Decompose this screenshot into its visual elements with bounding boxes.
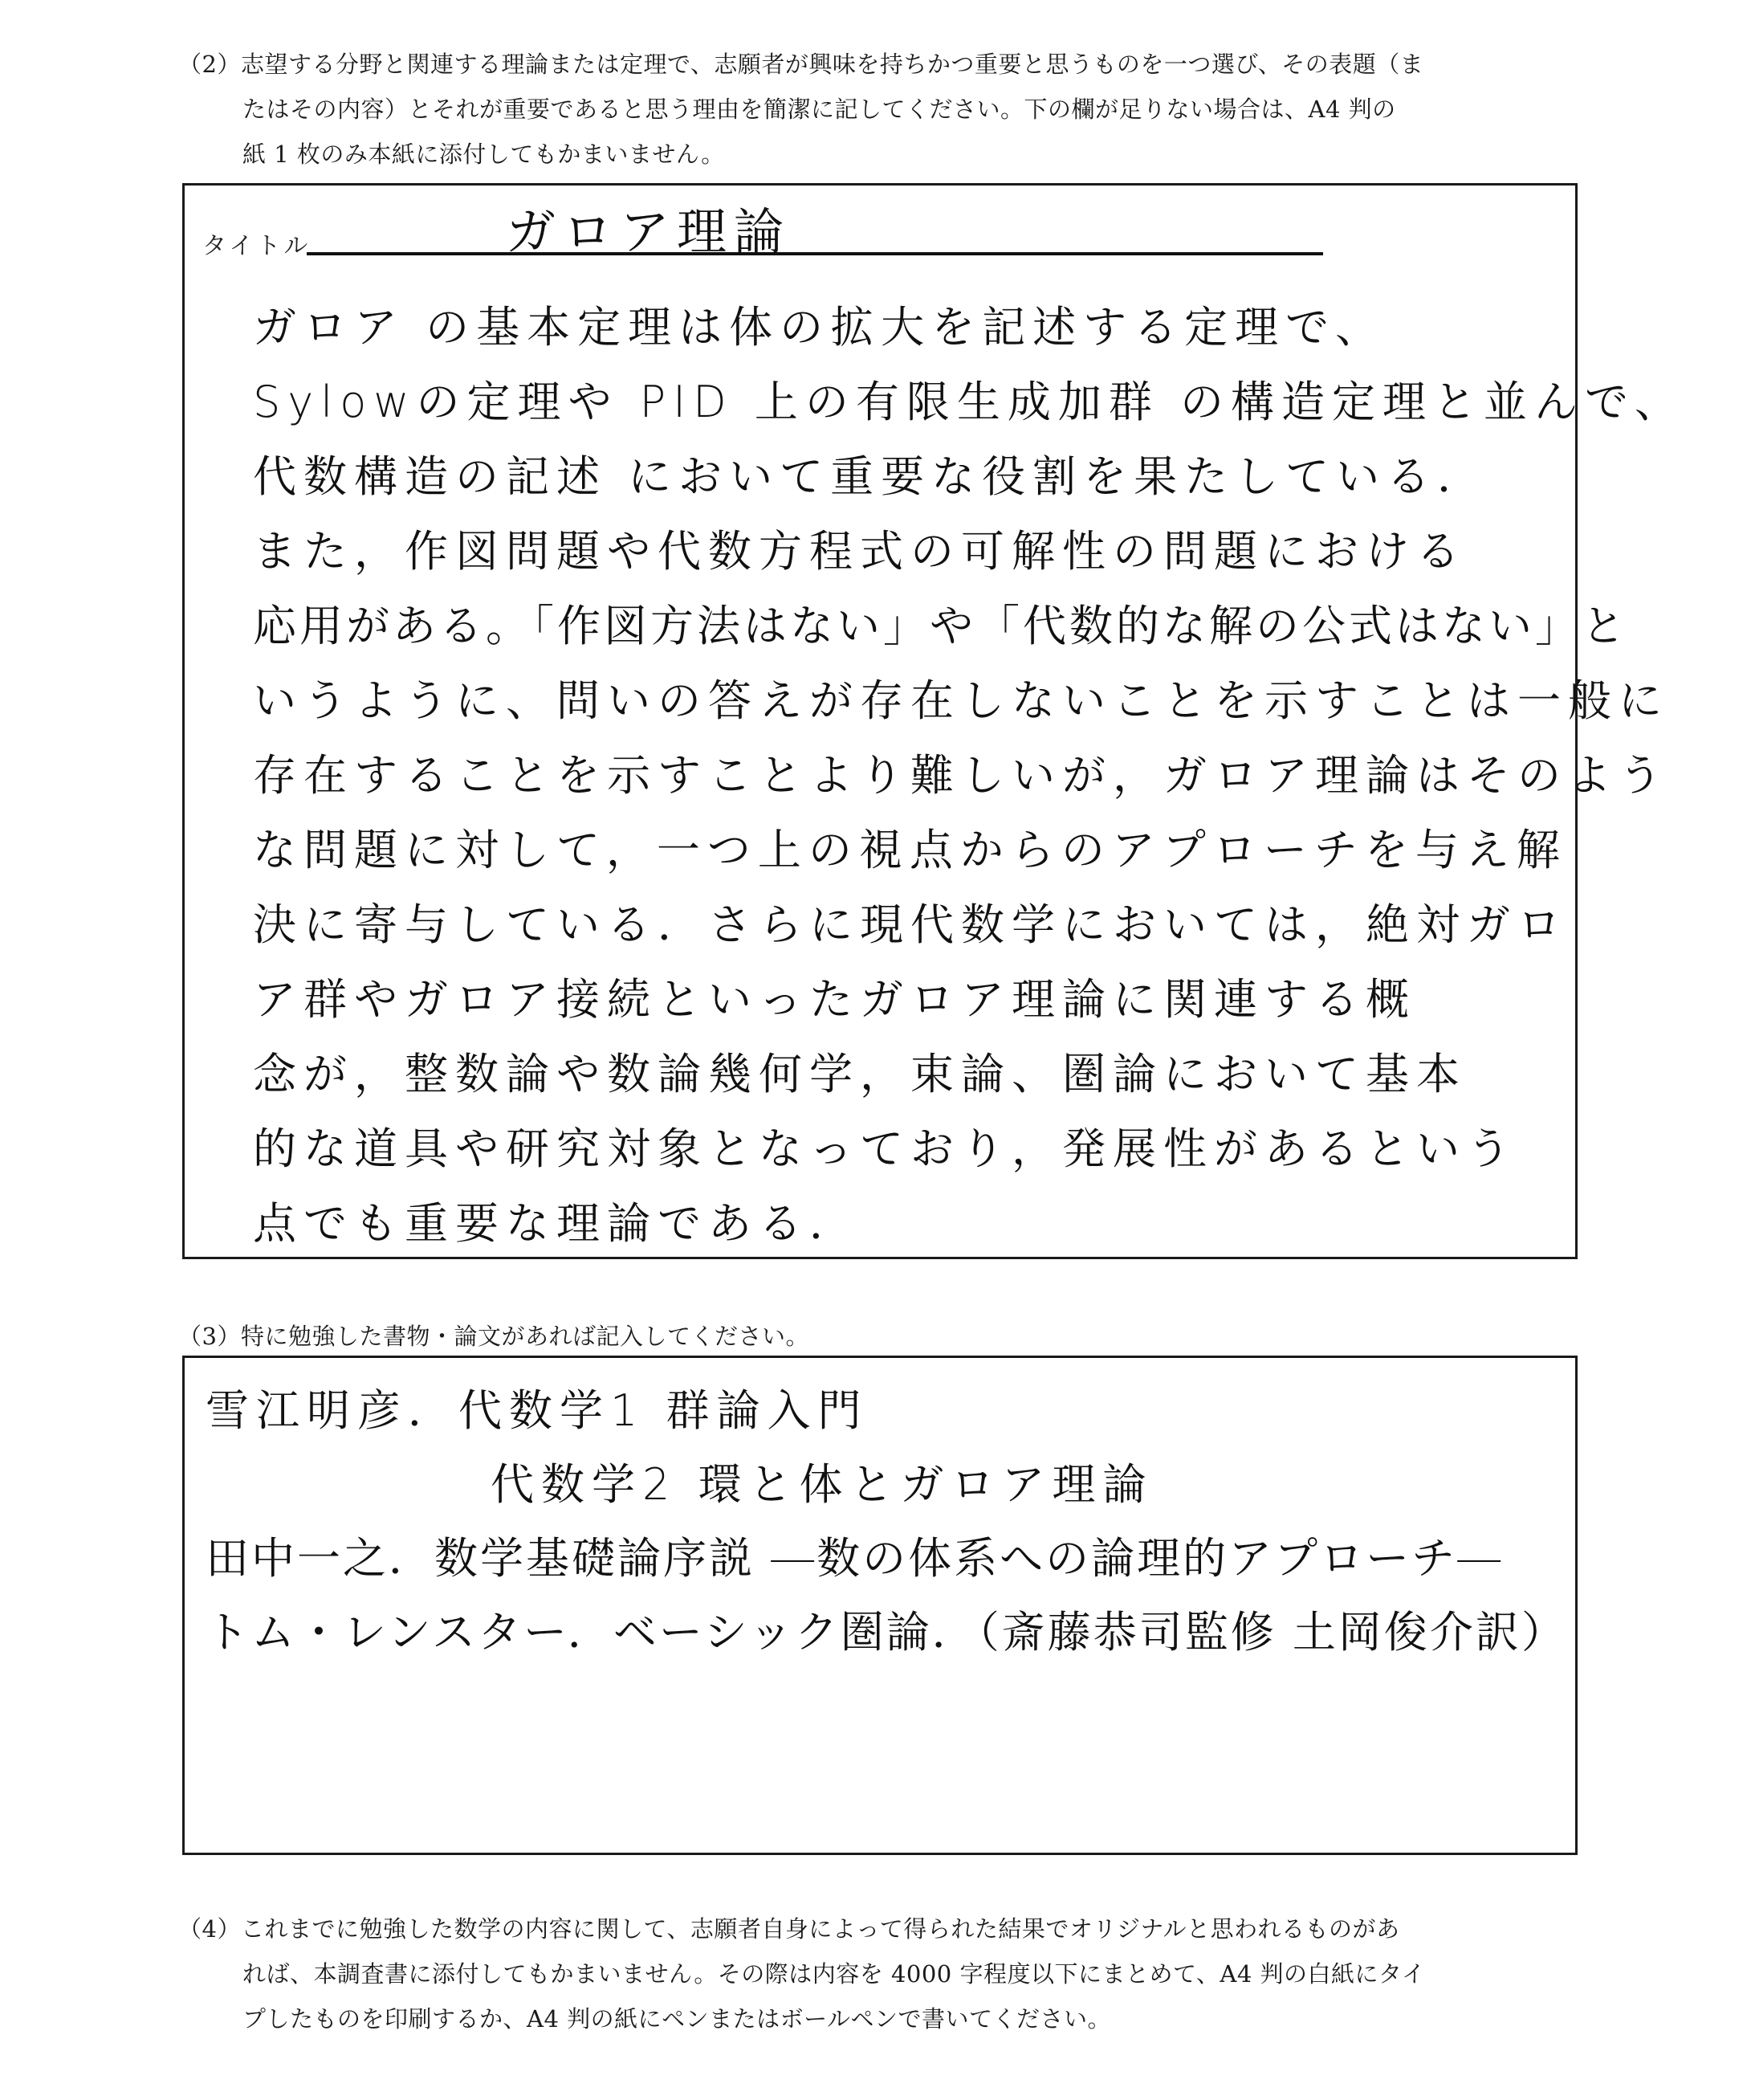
title-value[interactable]: ガロア理論 bbox=[506, 202, 792, 261]
essay-line: な問題に対して，一つ上の視点からのアプローチを与え解 bbox=[253, 825, 1567, 875]
section2-line3: 紙 1 枚のみ本紙に添付してもかまいません。 bbox=[242, 141, 725, 168]
section4-line3: プしたものを印刷するか、A4 判の紙にペンまたはボールペンで書いてください。 bbox=[242, 2005, 1112, 2033]
book-line: 雪江明彦．代数学1 群論入門 bbox=[206, 1385, 869, 1436]
section3-answer-box[interactable] bbox=[182, 1356, 1578, 1855]
book-line: 田中一之．数学基礎論序説 ―数の体系への論理的アプローチ― bbox=[206, 1533, 1504, 1584]
section4-instructions bbox=[178, 1906, 1591, 2041]
essay-line: 決に寄与している．さらに現代数学においては，絶対ガロ bbox=[253, 899, 1568, 950]
section2-instructions bbox=[178, 42, 1591, 177]
essay-line: ア群やガロア接続といったガロア理論に関連する概 bbox=[253, 974, 1416, 1025]
section4-line2: れば、本調査書に添付してもかまいません。その際は内容を 4000 字程度以下にまとめて、A4 判の白紙にタイ bbox=[242, 1960, 1426, 1988]
essay-line: 存在することを示すことより難しいが，ガロア理論はそのよう bbox=[253, 750, 1669, 801]
section3-instructions bbox=[178, 1314, 1591, 1359]
section4-number: （4） bbox=[178, 1915, 241, 1943]
essay-line: 点でも重要な理論である． bbox=[253, 1198, 860, 1249]
section3-number: （3） bbox=[178, 1323, 241, 1350]
essay-text[interactable] bbox=[253, 290, 1685, 1261]
essay-line: Sylowの定理や PID 上の有限生成加群 の構造定理と並んで、 bbox=[253, 377, 1685, 427]
section2-number: （2） bbox=[178, 51, 241, 78]
book-line: トム・レンスター．ベーシック圏論．（斎藤恭司監修 土岡俊介訳） bbox=[206, 1607, 1567, 1658]
essay-line: ガロア の基本定理は体の拡大を記述する定理で、 bbox=[253, 302, 1387, 353]
section3-text: 特に勉強した書物・論文があれば記入してください。 bbox=[241, 1323, 810, 1350]
section2-answer-box[interactable] bbox=[182, 183, 1685, 1259]
section2-line1: （2）志望する分野と関連する理論または定理で、志願者が興味を持ちかつ重要と思うものを一つ選び、その表題（ま bbox=[178, 42, 1591, 87]
title-label: タイトル bbox=[202, 232, 312, 260]
essay-line: 応用がある。「作図方法はない」や「代数的な解の公式はない」と bbox=[253, 601, 1628, 651]
section2-line2: たはその内容）とそれが重要であると思う理由を簡潔に記してください。下の欄が足りない場合は、A4 判の bbox=[242, 96, 1396, 123]
section4-line1: （4）これまでに勉強した数学の内容に関して、志願者自身によって得られた結果でオリジナルと思われるものがあ bbox=[178, 1906, 1591, 1951]
books-list bbox=[206, 1374, 1567, 1670]
title-underline bbox=[307, 252, 1323, 255]
essay-line: 的な道具や研究対象となっており，発展性があるという bbox=[253, 1123, 1517, 1174]
book-line-continuation: 代数学2 環と体とガロア理論 bbox=[491, 1459, 1154, 1510]
essay-line: 代数構造の記述 において重要な役割を果たしている． bbox=[253, 451, 1488, 502]
essay-line: いうように、問いの答えが存在しないことを示すことは一般に bbox=[253, 675, 1669, 726]
essay-line: また，作図問題や代数方程式の可解性の問題における bbox=[253, 526, 1467, 577]
essay-line: 念が，整数論や数論幾何学，束論、圏論において基本 bbox=[253, 1049, 1467, 1099]
